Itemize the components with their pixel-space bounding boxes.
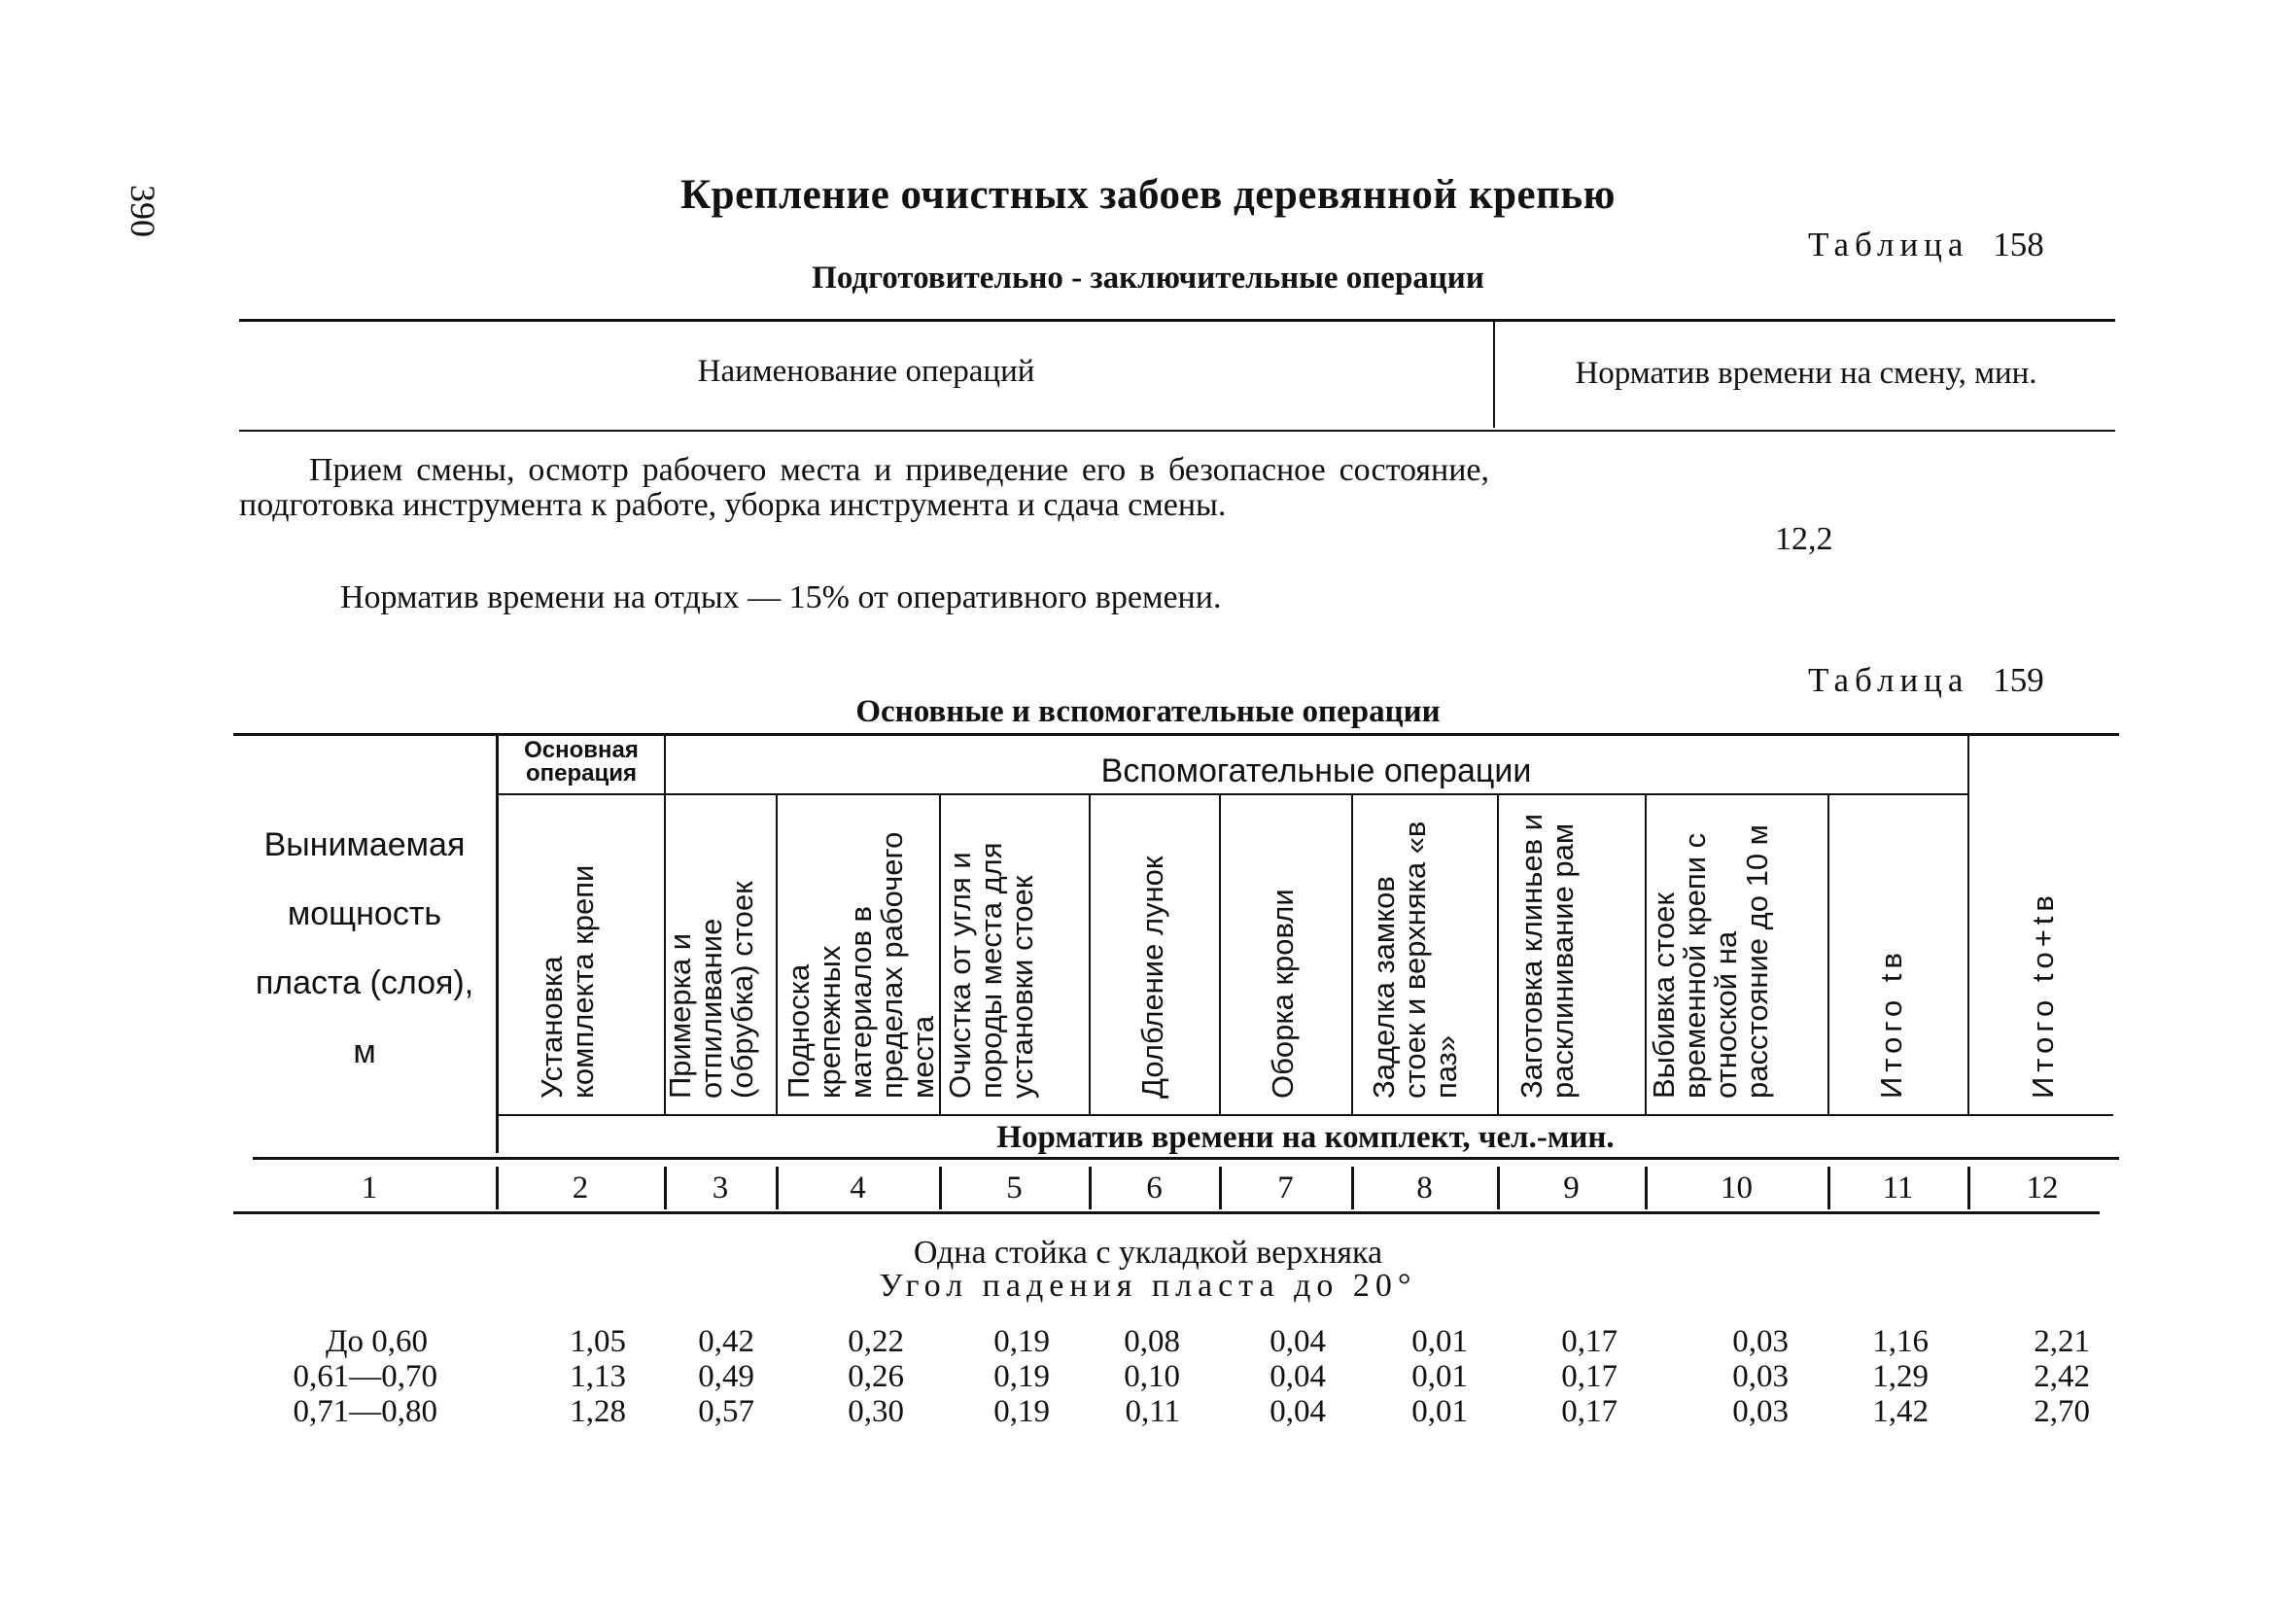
cell: 0,03 xyxy=(1732,1359,1789,1394)
cell: 0,11 xyxy=(1125,1394,1180,1429)
cell: 0,03 xyxy=(1732,1394,1789,1429)
cell: 0,01 xyxy=(1411,1394,1468,1429)
norm-label: Норматив времени на комплект, чел.-мин. xyxy=(996,1120,1615,1155)
cell: 0,22 xyxy=(848,1324,904,1359)
cell: 0,01 xyxy=(1411,1324,1468,1359)
table-159-top-rule xyxy=(233,733,2119,736)
col-header-8: Заделка замков стоек и верхняка «в паз» xyxy=(1367,821,1463,1099)
col-number: 11 xyxy=(1882,1171,1914,1206)
cell: 0,26 xyxy=(848,1359,904,1394)
table-158-subtitle: Подготовительно - заключительные операции xyxy=(812,261,1484,296)
table-158-col-norm: Норматив времени на смену, мин. xyxy=(1575,356,2037,391)
table-number: 158 xyxy=(1993,226,2044,263)
col-number: 6 xyxy=(1146,1171,1163,1206)
table-row xyxy=(0,1394,2296,1429)
col1-header: Вынимаемая мощность пласта (слоя), м xyxy=(255,826,474,1070)
col-header-9: Заготовка клиньев и расклинивание рам xyxy=(1514,813,1580,1099)
cell: 1,42 xyxy=(1872,1394,1929,1429)
aux-ops-header: Вспомогательные операции xyxy=(1100,752,1532,789)
col-header-2: Установка комплекта крепи xyxy=(535,864,600,1099)
col-number: 3 xyxy=(712,1171,729,1206)
col-divider xyxy=(1351,795,1353,1114)
col-header-5: Очистка от угля и породы места для установки стоек xyxy=(943,842,1039,1099)
table-row xyxy=(0,1324,2296,1359)
row-text: Прием смены, осмотр рабочего места и приведение его в безопасное состояние, подготовка инструмента к работе, уборка инструмента и сдача смены. xyxy=(239,452,1489,523)
col-number: 12 xyxy=(2026,1171,2059,1206)
main-aux-divider xyxy=(664,735,666,793)
table-label-text: Таблица xyxy=(1808,226,1969,263)
col-number: 5 xyxy=(1006,1171,1023,1206)
col-number: 4 xyxy=(850,1171,866,1206)
cell: 0,04 xyxy=(1270,1394,1326,1429)
cell: 0,04 xyxy=(1270,1324,1326,1359)
cell: 0,08 xyxy=(1124,1324,1180,1359)
row-label: 0,61—0,70 xyxy=(293,1359,437,1394)
cell: 0,10 xyxy=(1124,1359,1180,1394)
cell: 2,70 xyxy=(2034,1394,2090,1429)
cell: 0,42 xyxy=(698,1324,754,1359)
cell: 0,01 xyxy=(1411,1359,1468,1394)
cell: 0,17 xyxy=(1561,1324,1618,1359)
col-header-4: Поднoска крепежных материалов в пределах рабочего места xyxy=(782,831,940,1099)
cell: 0,57 xyxy=(698,1394,754,1429)
aux-total-divider xyxy=(1967,735,1969,795)
cell: 1,16 xyxy=(1872,1324,1929,1359)
col-number-bottom-rule xyxy=(233,1211,2100,1214)
col-number: 9 xyxy=(1563,1171,1580,1206)
row-label: 0,71—0,80 xyxy=(293,1394,437,1429)
col-divider xyxy=(1827,795,1829,1114)
table-159-subtitle: Основные и вспомогательные операции xyxy=(855,694,1441,729)
norm-row-top-rule xyxy=(498,1114,2113,1116)
table-158-col-divider xyxy=(1493,321,1495,428)
cell: 0,04 xyxy=(1270,1359,1326,1394)
table-label-text: Таблица xyxy=(1808,661,1969,699)
norm-row-bottom-rule xyxy=(253,1157,2119,1160)
table-number: 159 xyxy=(1993,661,2044,699)
rest-note: Норматив времени на отдых — 15% от оперативного времени. xyxy=(340,579,1222,615)
col-number: 10 xyxy=(1721,1171,1753,1206)
section-title: Одна стойка с укладкой верхняка xyxy=(913,1235,1383,1271)
main-op-header: Основная операция xyxy=(524,737,639,787)
cell: 1,29 xyxy=(1872,1359,1929,1394)
col-header-6: Долбление лунок xyxy=(1135,856,1169,1099)
col-divider xyxy=(1497,795,1499,1114)
table-158-col-name: Наименование операций xyxy=(697,354,1035,389)
col-header-12: Итого tо+tв xyxy=(2026,891,2060,1099)
col-divider xyxy=(776,795,778,1114)
col1-divider xyxy=(496,735,499,1153)
col-number: 1 xyxy=(361,1171,378,1206)
cell: 0,19 xyxy=(993,1324,1050,1359)
table-158-row-text xyxy=(239,453,1489,523)
cell: 0,19 xyxy=(993,1359,1050,1394)
table-158-row-value: 12,2 xyxy=(1775,521,1833,557)
col-number: 7 xyxy=(1277,1171,1294,1206)
col-header-11: Итого tв xyxy=(1874,948,1908,1099)
section-subtitle: Угол падения пласта до 20° xyxy=(879,1268,1417,1304)
table-158-top-rule xyxy=(239,319,2115,322)
table-row xyxy=(0,1359,2296,1394)
col-number: 8 xyxy=(1416,1171,1433,1206)
col-number: 2 xyxy=(572,1171,589,1206)
cell: 2,42 xyxy=(2034,1359,2090,1394)
group-head-rule xyxy=(498,793,1969,795)
cell: 0,03 xyxy=(1732,1324,1789,1359)
cell: 1,05 xyxy=(570,1324,626,1359)
page-number: 390 xyxy=(123,185,162,237)
table-158-label xyxy=(1808,226,2044,264)
col-header-7: Оборка кровли xyxy=(1266,889,1300,1099)
cell: 0,49 xyxy=(698,1359,754,1394)
cell: 0,30 xyxy=(848,1394,904,1429)
page-title: Крепление очистных забоев деревянной крепью xyxy=(679,172,1617,218)
col-divider xyxy=(1089,795,1091,1114)
cell: 0,17 xyxy=(1561,1359,1618,1394)
col-divider xyxy=(1219,795,1221,1114)
col-header-10: Выбивка стоек временной крепи с отноской на расстояние до 10 м xyxy=(1647,824,1774,1099)
cell: 2,21 xyxy=(2034,1324,2090,1359)
row-label: До 0,60 xyxy=(325,1324,428,1359)
cell: 0,19 xyxy=(993,1394,1050,1429)
cell: 0,17 xyxy=(1561,1394,1618,1429)
col-divider xyxy=(1967,795,1969,1114)
col-header-3: Примерка и отпиливание (обрубка) стоек xyxy=(663,881,759,1099)
cell: 1,13 xyxy=(570,1359,626,1394)
table-158-head-rule xyxy=(239,430,2115,432)
cell: 1,28 xyxy=(570,1394,626,1429)
